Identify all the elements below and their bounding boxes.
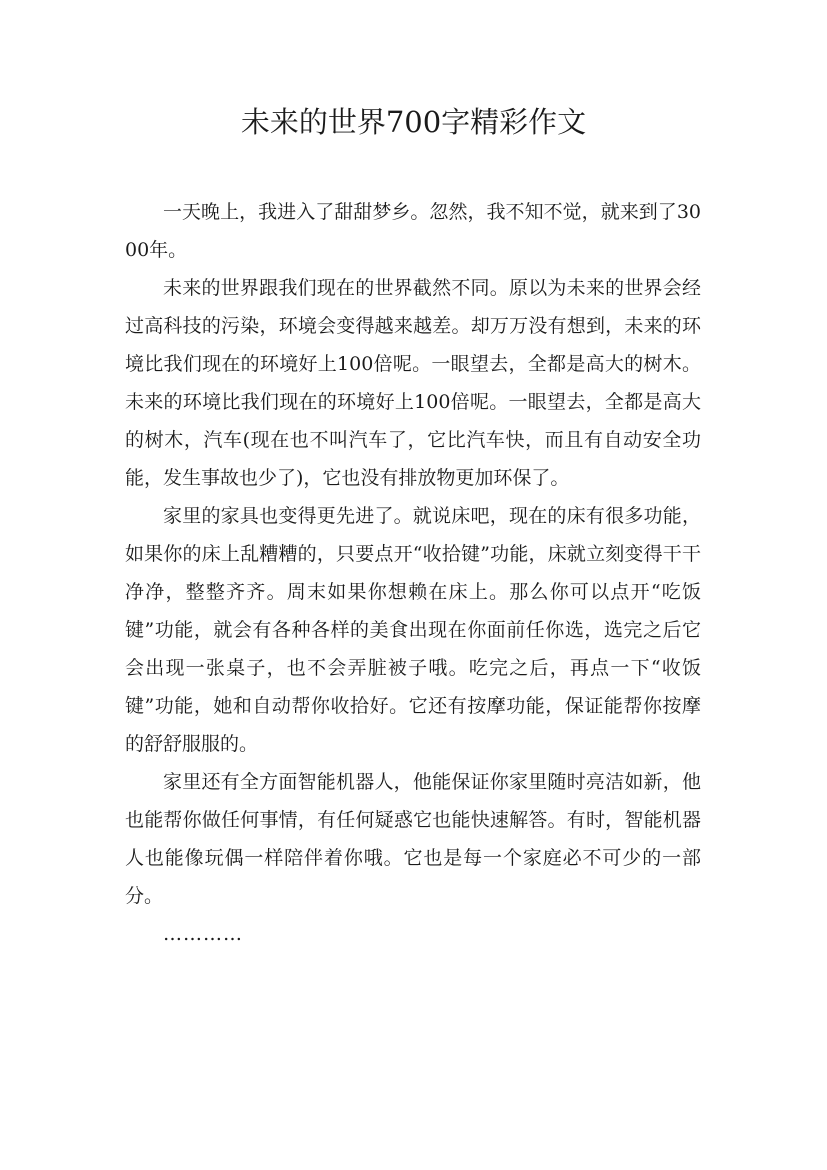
paragraph-1: 一天晚上，我进入了甜甜梦乡。忽然，我不知不觉，就来到了3000年。: [125, 201, 701, 261]
document-title: 未来的世界700字精彩作文: [240, 105, 587, 139]
paragraph-4: 家里还有全方面智能机器人，他能保证你家里随时亮洁如新，他也能帮你做任何事情，有任何疑惑它也能快速解答。有时，智能机器人也能像玩偶一样陪伴着你哦。它也是每一个家庭必不可少的一部分。: [125, 771, 701, 907]
ellipsis: …………: [163, 923, 243, 945]
paragraph-3: 家里的家具也变得更先进了。就说床吧，现在的床有很多功能，如果你的床上乱糟糟的，只要点开“收拾键”功能，床就立刻变得干干净净，整整齐齐。周末如果你想赖在床上。那么你可以点开“吃饭键”功能，就会有各种各样的美食出现在你面前任你选，选完之后它会出现一张桌子，也不会弄脏被子哦。吃完之后，再点一下“收饭键”功能，她和自动帮你收拾好。它还有按摩功能，保证能帮你按摩的舒舒服服的。: [125, 505, 701, 755]
paragraph-2: 未来的世界跟我们现在的世界截然不同。原以为未来的世界会经过高科技的污染，环境会变得越来越差。却万万没有想到，未来的环境比我们现在的环境好上100倍呢。一眼望去，全都是高大的树木。未来的环境比我们现在的环境好上100倍呢。一眼望去，全都是高大的树木，汽车(现在也不叫汽车了，它比汽车快，而且有自动安全功能，发生事故也少了)，它也没有排放物更加环保了。: [125, 277, 701, 489]
document-body: [125, 193, 701, 953]
